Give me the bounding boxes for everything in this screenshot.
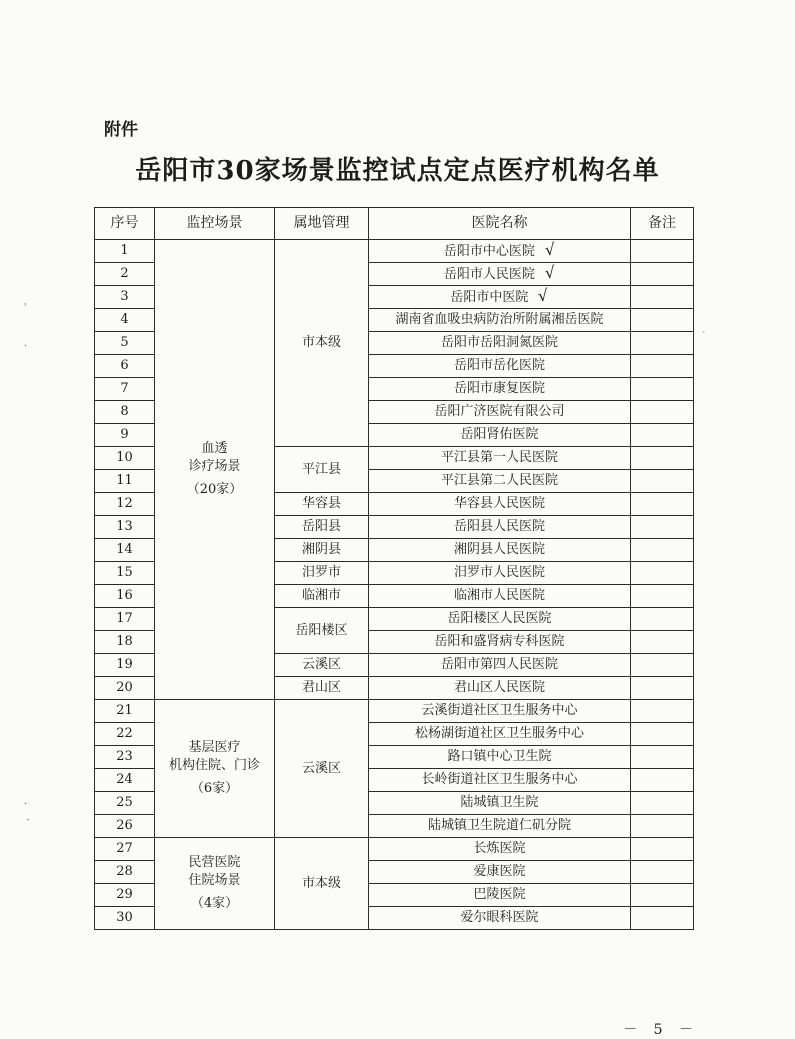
jurisdiction-cell: 岳阳县 (275, 516, 369, 539)
hospital-name-cell (369, 332, 631, 355)
hospital-name-cell (369, 654, 631, 677)
scan-speck: ˺ (26, 818, 30, 829)
row-index: 29 (95, 884, 155, 907)
hospital-name-cell (369, 907, 631, 930)
handwritten-check-mark: √ (543, 262, 557, 283)
scene-count: （4家） (190, 896, 239, 912)
remark-cell (631, 493, 694, 516)
table-row (95, 700, 694, 723)
row-index: 10 (95, 447, 155, 470)
header-hospital: 医院名称 (369, 208, 631, 240)
scan-speck: ˻ (24, 794, 28, 805)
row-index: 24 (95, 769, 155, 792)
remark-cell (631, 401, 694, 424)
hospital-name-cell (369, 447, 631, 470)
handwritten-check-mark: √ (537, 285, 550, 306)
row-index: 8 (95, 401, 155, 424)
hospital-name: 陆城镇卫生院 (460, 795, 539, 811)
hospital-name: 华容县人民医院 (453, 496, 545, 512)
hospital-name: 巴陵医院 (473, 887, 526, 903)
page-number: － 5 － (623, 1022, 699, 1038)
remark-cell (631, 907, 694, 930)
remark-cell (631, 355, 694, 378)
row-index: 6 (95, 355, 155, 378)
row-index: 7 (95, 378, 155, 401)
remark-cell (631, 516, 694, 539)
hospital-name-cell (369, 309, 631, 332)
remark-cell (631, 700, 694, 723)
row-index: 3 (95, 286, 155, 309)
hospital-name: 君山区人民医院 (453, 680, 545, 696)
hospital-name: 陆城镇卫生院道仁矶分院 (427, 818, 571, 834)
row-index: 28 (95, 861, 155, 884)
remark-cell (631, 424, 694, 447)
row-index: 4 (95, 309, 155, 332)
hospital-name: 岳阳市岳化医院 (453, 358, 545, 374)
row-index: 5 (95, 332, 155, 355)
hospital-name: 松杨湖街道社区卫生服务中心 (414, 726, 584, 742)
header-index: 序号 (95, 208, 155, 240)
hospital-name: 岳阳肾佑医院 (460, 427, 539, 443)
hospital-name-cell (369, 746, 631, 769)
scan-speck: ˴ (702, 326, 706, 337)
row-index: 2 (95, 263, 155, 286)
scene-cell (155, 838, 275, 930)
jurisdiction-cell: 岳阳楼区 (275, 608, 369, 654)
jurisdiction-cell: 华容县 (275, 493, 369, 516)
hospital-name-cell (369, 608, 631, 631)
scan-speck: ˻ (24, 336, 28, 347)
hospital-name-cell (369, 493, 631, 516)
table-row (95, 838, 694, 861)
remark-cell (631, 240, 694, 263)
row-index: 23 (95, 746, 155, 769)
attachment-label: 附件 (104, 120, 138, 140)
hospital-name: 岳阳楼区人民医院 (447, 611, 552, 627)
hospital-name: 湖南省血吸虫病防治所附属湘岳医院 (395, 312, 604, 328)
hospital-name: 平江县第二人民医院 (440, 473, 558, 489)
scene-cell (155, 240, 275, 700)
hospital-name: 云溪街道社区卫生服务中心 (421, 703, 578, 719)
remark-cell (631, 838, 694, 861)
jurisdiction-cell: 云溪区 (275, 654, 369, 677)
remark-cell (631, 562, 694, 585)
hospital-name: 爱康医院 (473, 864, 526, 880)
hospital-name-cell (369, 815, 631, 838)
hospital-name-cell (369, 240, 631, 263)
hospital-name-cell (369, 838, 631, 861)
row-index: 15 (95, 562, 155, 585)
hospital-name: 岳阳市岳阳洞氮医院 (440, 335, 558, 351)
remark-cell (631, 815, 694, 838)
hospital-name-cell (369, 470, 631, 493)
scene-cell (155, 700, 275, 838)
hospital-name: 汨罗市人民医院 (453, 565, 545, 581)
remark-cell (631, 654, 694, 677)
row-index: 26 (95, 815, 155, 838)
document-title: 岳阳市30家场景监控试点定点医疗机构名单 (135, 156, 660, 186)
hospital-name: 岳阳县人民医院 (453, 519, 545, 535)
jurisdiction-cell: 平江县 (275, 447, 369, 493)
row-index: 25 (95, 792, 155, 815)
hospital-name-cell (369, 378, 631, 401)
scan-speck: ˒ (24, 300, 28, 311)
scene-line2: 住院场景 (188, 872, 241, 888)
hospital-name: 长炼医院 (473, 841, 526, 857)
header-jurisdiction: 属地管理 (275, 208, 369, 240)
hospital-name-cell (369, 516, 631, 539)
hospital-name: 临湘市人民医院 (453, 588, 545, 604)
jurisdiction-cell: 市本级 (275, 240, 369, 447)
remark-cell (631, 677, 694, 700)
remark-cell (631, 286, 694, 309)
row-index: 22 (95, 723, 155, 746)
hospital-name: 路口镇中心卫生院 (447, 749, 552, 765)
hospital-name: 平江县第一人民医院 (440, 450, 558, 466)
hospital-name-cell (369, 769, 631, 792)
scene-line2: 诊疗场景 (188, 458, 241, 474)
hospital-name-cell (369, 677, 631, 700)
jurisdiction-cell: 临湘市 (275, 585, 369, 608)
remark-cell (631, 861, 694, 884)
row-index: 14 (95, 539, 155, 562)
remark-cell (631, 470, 694, 493)
remark-cell (631, 884, 694, 907)
jurisdiction-cell: 云溪区 (275, 700, 369, 838)
remark-cell (631, 539, 694, 562)
row-index: 27 (95, 838, 155, 861)
row-index: 20 (95, 677, 155, 700)
remark-cell (631, 263, 694, 286)
hospital-name-cell (369, 723, 631, 746)
hospital-table (94, 207, 694, 930)
hospital-name-cell (369, 792, 631, 815)
row-index: 18 (95, 631, 155, 654)
scene-line1: 血透 (201, 441, 228, 457)
hospital-name-cell (369, 355, 631, 378)
hospital-name: 岳阳市第四人民医院 (440, 657, 558, 673)
jurisdiction-cell: 湘阴县 (275, 539, 369, 562)
row-index: 21 (95, 700, 155, 723)
row-index: 19 (95, 654, 155, 677)
row-index: 17 (95, 608, 155, 631)
remark-cell (631, 723, 694, 746)
scene-count: （20家） (186, 482, 243, 498)
remark-cell (631, 309, 694, 332)
hospital-name-cell (369, 884, 631, 907)
remark-cell (631, 631, 694, 654)
jurisdiction-cell: 君山区 (275, 677, 369, 700)
hospital-name: 岳阳和盛肾病专科医院 (434, 634, 565, 650)
hospital-name: 岳阳市中心医院 (443, 243, 535, 259)
row-index: 30 (95, 907, 155, 930)
scene-line2: 机构住院、门诊 (168, 757, 260, 773)
hospital-name: 岳阳市中医院 (450, 289, 529, 305)
hospital-name-cell (369, 861, 631, 884)
jurisdiction-cell: 汨罗市 (275, 562, 369, 585)
table-row (95, 240, 694, 263)
hospital-name-cell (369, 401, 631, 424)
remark-cell (631, 447, 694, 470)
header-remark: 备注 (631, 208, 694, 240)
row-index: 1 (95, 240, 155, 263)
row-index: 16 (95, 585, 155, 608)
hospital-name-cell (369, 286, 631, 309)
hospital-name: 湘阴县人民医院 (453, 542, 545, 558)
remark-cell (631, 769, 694, 792)
row-index: 9 (95, 424, 155, 447)
scene-line1: 基层医疗 (188, 740, 241, 756)
hospital-name-cell (369, 539, 631, 562)
table-header-row (95, 208, 694, 240)
hospital-name-cell (369, 700, 631, 723)
hospital-name-cell (369, 424, 631, 447)
header-scene: 监控场景 (155, 208, 275, 240)
hospital-name: 岳阳广济医院有限公司 (434, 404, 565, 420)
hospital-name-cell (369, 562, 631, 585)
row-index: 13 (95, 516, 155, 539)
scene-line1: 民营医院 (188, 855, 241, 871)
jurisdiction-cell: 市本级 (275, 838, 369, 930)
hospital-name-cell (369, 631, 631, 654)
hospital-name: 岳阳市人民医院 (443, 266, 535, 282)
hospital-name: 爱尔眼科医院 (460, 910, 539, 926)
hospital-name: 岳阳市康复医院 (453, 381, 545, 397)
remark-cell (631, 585, 694, 608)
scene-count: （6家） (190, 781, 239, 797)
remark-cell (631, 332, 694, 355)
row-index: 11 (95, 470, 155, 493)
remark-cell (631, 746, 694, 769)
row-index: 12 (95, 493, 155, 516)
hospital-name-cell (369, 263, 631, 286)
remark-cell (631, 378, 694, 401)
hospital-name-cell (369, 585, 631, 608)
handwritten-check-mark: √ (543, 239, 557, 260)
remark-cell (631, 608, 694, 631)
hospital-name: 长岭街道社区卫生服务中心 (421, 772, 578, 788)
remark-cell (631, 792, 694, 815)
